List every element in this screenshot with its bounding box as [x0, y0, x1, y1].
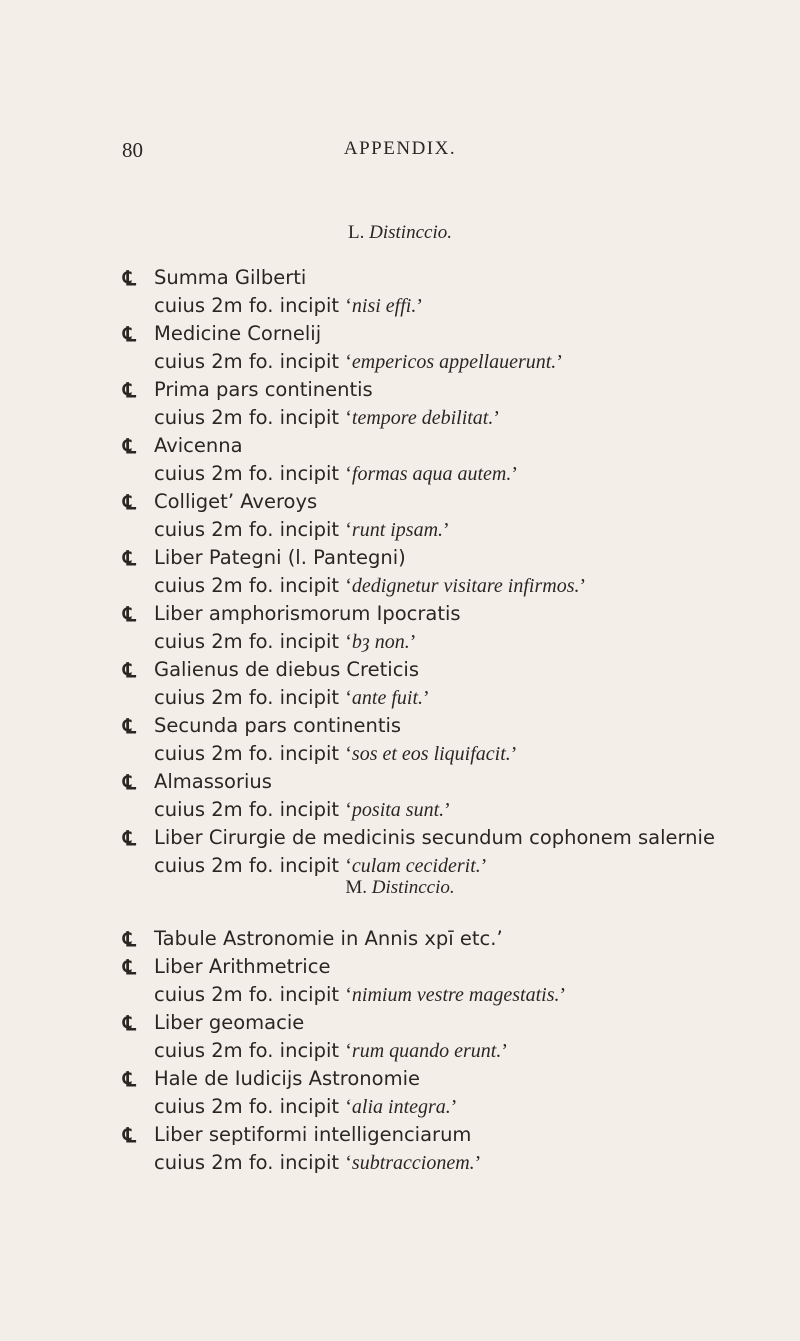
catalogue-entry: [123, 600, 783, 656]
incipit-line: cuius 2m fo. incipit ‘culam ceciderit.’: [154, 854, 488, 877]
incipit-line: cuius 2m fo. incipit ‘runt ipsam.’: [154, 518, 450, 541]
incipit-prefix: cuius 2m fo. incipit: [154, 686, 340, 709]
incipit-prefix: cuius 2m fo. incipit: [154, 798, 340, 821]
catalogue-entry: [123, 376, 783, 432]
incipit-text: tempore debilitat.: [351, 407, 494, 429]
incipit-prefix: cuius 2m fo. incipit: [154, 518, 340, 541]
incipit-text: nisi effi.: [351, 295, 417, 317]
incipit-line: cuius 2m fo. incipit ‘subtraccionem.’: [154, 1151, 482, 1174]
entry-title: Prima pars continentis: [154, 378, 373, 401]
catalogue-entry: [123, 264, 783, 320]
section-heading-l: [0, 222, 800, 244]
incipit-text: formas aqua autem.: [351, 463, 512, 485]
incipit-text: rum quando erunt.: [351, 1040, 502, 1062]
section-word: Distinccio.: [371, 877, 455, 898]
paragraph-mark-icon: ℄: [123, 826, 136, 850]
paragraph-mark-icon: ℄: [123, 658, 136, 682]
incipit-line: cuius 2m fo. incipit ‘ante fuit.’: [154, 686, 430, 709]
entry-title: Avicenna: [154, 434, 243, 457]
catalogue-entry: [123, 656, 783, 712]
entry-title: Liber Cirurgie de medicinis secundum cophonem salernie: [154, 826, 715, 849]
incipit-text: ante fuit.: [351, 687, 424, 709]
running-head: [0, 138, 800, 168]
catalogue-entry: [123, 925, 783, 953]
catalogue-entry: [123, 1121, 783, 1177]
entry-title: Galienus de diebus Creticis: [154, 658, 419, 681]
incipit-prefix: cuius 2m fo. incipit: [154, 462, 340, 485]
incipit-prefix: cuius 2m fo. incipit: [154, 630, 340, 653]
entry-title: Summa Gilberti: [154, 266, 307, 289]
incipit-line: cuius 2m fo. incipit ‘bȝ non.’: [154, 630, 417, 653]
incipit-prefix: cuius 2m fo. incipit: [154, 983, 340, 1006]
paragraph-mark-icon: ℄: [123, 1011, 136, 1035]
section-letter: L.: [348, 222, 365, 243]
catalogue-entry: [123, 953, 783, 1009]
incipit-line: cuius 2m fo. incipit ‘nimium vestre magestatis.’: [154, 983, 567, 1006]
entry-title: Liber Arithmetrice: [154, 955, 331, 978]
entry-title: Liber amphorismorum Ipocratis: [154, 602, 461, 625]
incipit-prefix: cuius 2m fo. incipit: [154, 854, 340, 877]
entry-title: Medicine Cornelij: [154, 322, 322, 345]
entry-title: Tabule Astronomie in Annis xpī etc.’: [154, 927, 503, 950]
entry-title: Secunda pars continentis: [154, 714, 402, 737]
incipit-line: cuius 2m fo. incipit ‘alia integra.’: [154, 1095, 458, 1118]
paragraph-mark-icon: ℄: [123, 1067, 136, 1091]
incipit-prefix: cuius 2m fo. incipit: [154, 1151, 340, 1174]
incipit-line: cuius 2m fo. incipit ‘empericos appellauerunt.’: [154, 350, 563, 373]
incipit-line: cuius 2m fo. incipit ‘nisi effi.’: [154, 294, 424, 317]
incipit-line: cuius 2m fo. incipit ‘dedignetur visitare infirmos.’: [154, 574, 587, 597]
incipit-text: culam ceciderit.: [351, 855, 481, 877]
catalogue-entry: [123, 824, 783, 880]
paragraph-mark-icon: ℄: [123, 378, 136, 402]
paragraph-mark-icon: ℄: [123, 1123, 136, 1147]
incipit-prefix: cuius 2m fo. incipit: [154, 294, 340, 317]
entry-title: Liber Pategni (l. Pantegni): [154, 546, 406, 569]
incipit-text: empericos appellauerunt.: [351, 351, 557, 373]
incipit-text: alia integra.: [351, 1096, 451, 1118]
paragraph-mark-icon: ℄: [123, 490, 136, 514]
catalogue-entry: [123, 432, 783, 488]
incipit-line: cuius 2m fo. incipit ‘tempore debilitat.’: [154, 406, 501, 429]
paragraph-mark-icon: ℄: [123, 546, 136, 570]
catalogue-entry: [123, 320, 783, 376]
entry-title: Colliget’ Averoys: [154, 490, 318, 513]
catalogue-entry: [123, 768, 783, 824]
incipit-text: subtraccionem.: [351, 1152, 475, 1174]
paragraph-mark-icon: ℄: [123, 714, 136, 738]
catalogue-entry: [123, 544, 783, 600]
incipit-prefix: cuius 2m fo. incipit: [154, 1039, 340, 1062]
paragraph-mark-icon: ℄: [123, 266, 136, 290]
entry-title: Liber geomacie: [154, 1011, 305, 1034]
incipit-text: dedignetur visitare infirmos.: [351, 575, 580, 597]
entry-title: Liber septiformi intelligenciarum: [154, 1123, 472, 1146]
entry-list-l: [123, 264, 783, 880]
incipit-line: cuius 2m fo. incipit ‘rum quando erunt.’: [154, 1039, 509, 1062]
section-letter: M.: [345, 877, 368, 898]
incipit-prefix: cuius 2m fo. incipit: [154, 406, 340, 429]
catalogue-entry: [123, 488, 783, 544]
paragraph-mark-icon: ℄: [123, 927, 136, 951]
paragraph-mark-icon: ℄: [123, 955, 136, 979]
incipit-text: runt ipsam.: [351, 519, 444, 541]
catalogue-entry: [123, 712, 783, 768]
incipit-text: sos et eos liquifacit.: [351, 743, 511, 765]
entry-list-m: [123, 925, 783, 1177]
entry-title: Hale de Iudicijs Astronomie: [154, 1067, 420, 1090]
paragraph-mark-icon: ℄: [123, 770, 136, 794]
section-word: Distinccio.: [369, 222, 452, 243]
incipit-prefix: cuius 2m fo. incipit: [154, 742, 340, 765]
catalogue-entry: [123, 1065, 783, 1121]
incipit-line: cuius 2m fo. incipit ‘sos et eos liquifacit.’: [154, 742, 518, 765]
incipit-text: nimium vestre magestatis.: [351, 984, 560, 1006]
section-heading-m: [0, 877, 800, 899]
catalogue-entry: [123, 1009, 783, 1065]
running-title: APPENDIX.: [343, 138, 457, 159]
paragraph-mark-icon: ℄: [123, 322, 136, 346]
entry-title: Almassorius: [154, 770, 272, 793]
incipit-line: cuius 2m fo. incipit ‘formas aqua autem.’: [154, 462, 519, 485]
incipit-prefix: cuius 2m fo. incipit: [154, 574, 340, 597]
incipit-line: cuius 2m fo. incipit ‘posita sunt.’: [154, 798, 451, 821]
paragraph-mark-icon: ℄: [123, 602, 136, 626]
incipit-text: bȝ non.: [351, 631, 410, 653]
incipit-prefix: cuius 2m fo. incipit: [154, 1095, 340, 1118]
paragraph-mark-icon: ℄: [123, 434, 136, 458]
incipit-prefix: cuius 2m fo. incipit: [154, 350, 340, 373]
page-number: 80: [122, 138, 143, 162]
incipit-text: posita sunt.: [351, 799, 445, 821]
